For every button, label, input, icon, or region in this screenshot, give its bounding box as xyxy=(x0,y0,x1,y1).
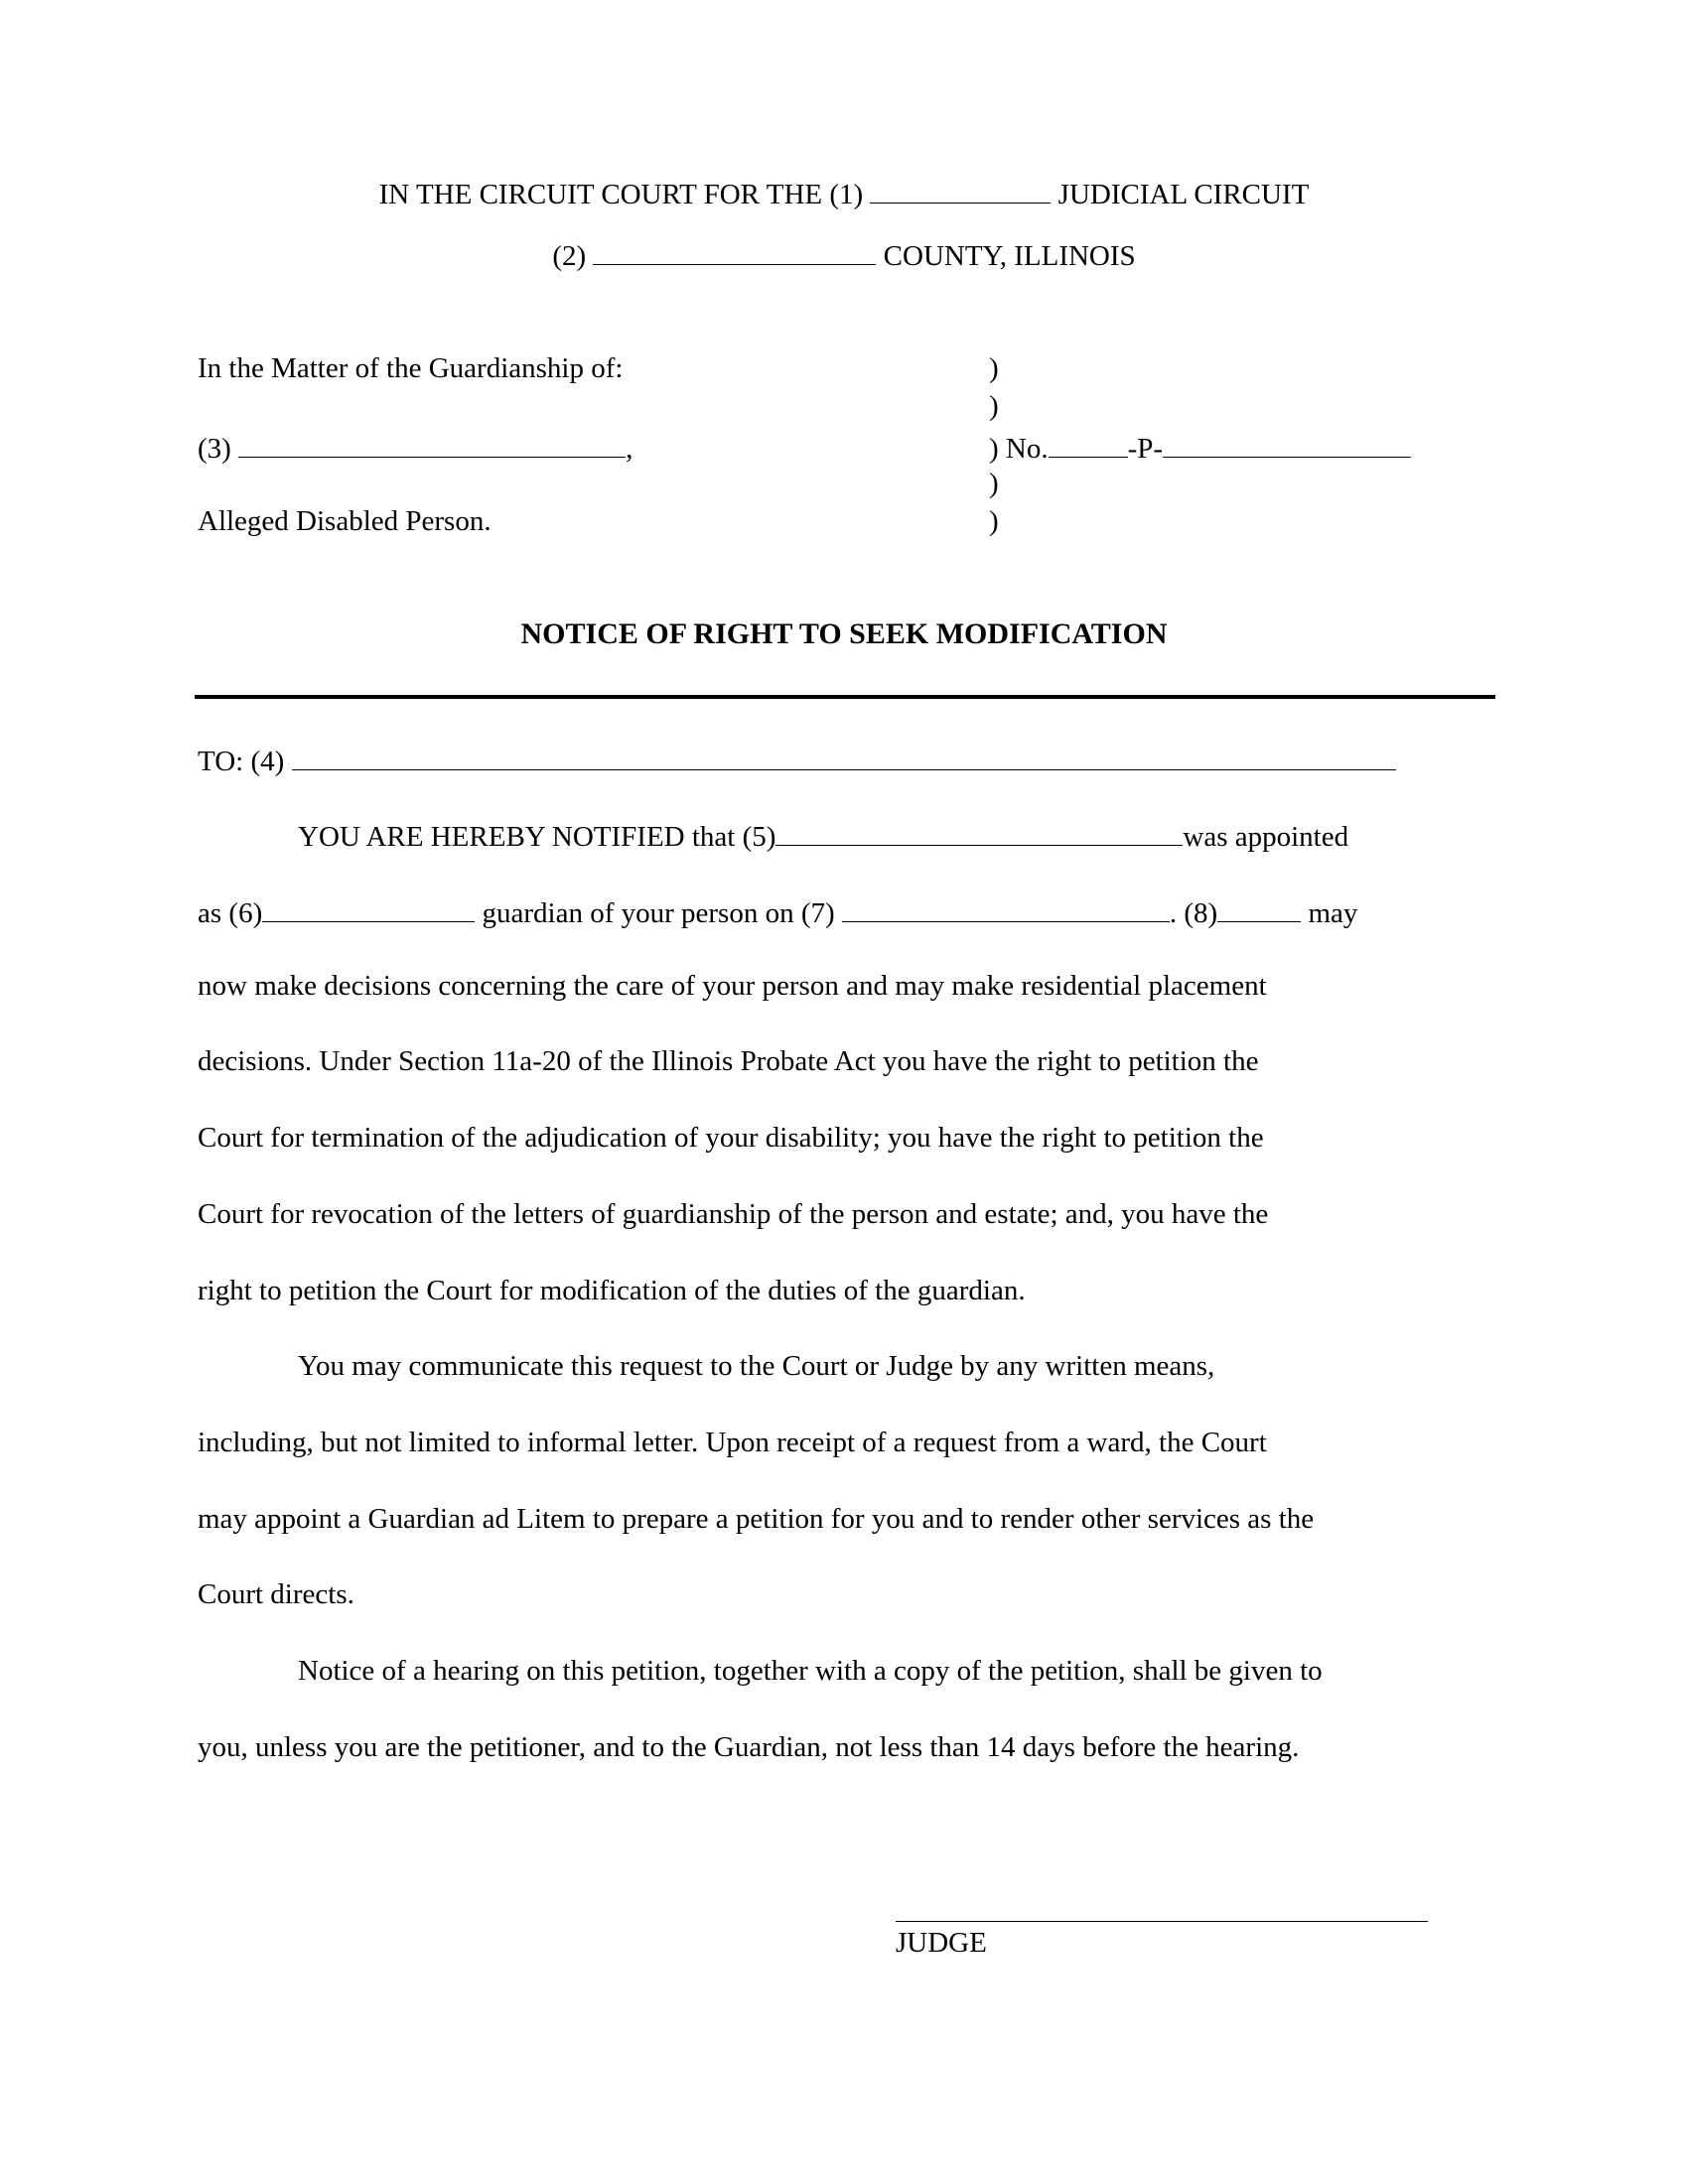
caption-suffix-1: JUDICIAL CIRCUIT xyxy=(1057,179,1310,210)
caption-prefix-2: (2) xyxy=(552,240,587,272)
para-1-line-7: right to petition the Court for modification of the duties of the guardian. xyxy=(198,1275,1026,1306)
field-3-label: (3) xyxy=(198,433,231,465)
para-1-line-4: decisions. Under Section 11a-20 of the Illinois Probate Act you have the right to petition the xyxy=(198,1045,1259,1077)
caption-prefix-1: IN THE CIRCUIT COURT FOR THE (1) xyxy=(378,179,864,210)
county-field[interactable] xyxy=(593,238,876,265)
para-3-line-1: Notice of a hearing on this petition, together with a copy of the petition, shall be given to xyxy=(298,1655,1323,1687)
para-3-line-2: you, unless you are the petitioner, and to the Guardian, not less than 14 days before the hearing. xyxy=(198,1731,1300,1763)
p1-l2-text-b: guardian of your person on (7) xyxy=(482,897,835,929)
pronoun-field[interactable] xyxy=(1217,895,1301,922)
paren-5: ) xyxy=(989,505,999,537)
title-rule xyxy=(195,695,1495,699)
p1-l2-text-d: may xyxy=(1308,897,1358,929)
para-1-line-6: Court for revocation of the letters of guardianship of the person and estate; and, you have the xyxy=(198,1198,1269,1230)
ward-name-field[interactable] xyxy=(238,431,626,458)
para-2-line-4: Court directs. xyxy=(198,1578,354,1610)
document-title: NOTICE OF RIGHT TO SEEK MODIFICATION xyxy=(520,617,1168,650)
case-number-label: ) No. xyxy=(989,433,1049,465)
court-caption-line-1 xyxy=(0,177,1688,209)
to-line xyxy=(198,744,1396,776)
paren-4: ) xyxy=(989,468,999,499)
ward-name-line xyxy=(198,431,633,464)
judicial-circuit-field[interactable] xyxy=(870,177,1051,204)
p1-l1-text-b: was appointed xyxy=(1183,821,1349,853)
paren-2: ) xyxy=(989,390,999,422)
guardian-name-field[interactable] xyxy=(775,819,1183,846)
alleged-disabled-person-label: Alleged Disabled Person. xyxy=(198,505,492,537)
guardian-type-field[interactable] xyxy=(262,895,475,922)
judge-signature-line[interactable] xyxy=(896,1921,1428,1922)
p1-l2-text-a: as (6) xyxy=(198,897,263,929)
appointment-date-field[interactable] xyxy=(842,895,1170,922)
p1-l1-text-a: YOU ARE HEREBY NOTIFIED that (5) xyxy=(298,821,776,853)
to-label: TO: (4) xyxy=(198,746,285,777)
court-caption-line-2 xyxy=(0,238,1688,271)
para-1-line-1 xyxy=(298,819,1348,852)
field-3-comma: , xyxy=(626,433,633,465)
case-number-field[interactable] xyxy=(1163,431,1411,458)
recipient-field[interactable] xyxy=(292,744,1396,770)
para-2-line-1: You may communicate this request to the Court or Judge by any written means, xyxy=(298,1350,1215,1382)
para-2-line-2: including, but not limited to informal letter. Upon receipt of a request from a ward, the Court xyxy=(198,1427,1267,1458)
para-1-line-2 xyxy=(198,895,1357,928)
case-type-label: -P- xyxy=(1127,433,1164,465)
case-year-field[interactable] xyxy=(1049,431,1128,458)
caption-suffix-2: COUNTY, ILLINOIS xyxy=(883,240,1136,272)
paren-1: ) xyxy=(989,352,999,384)
matter-heading: In the Matter of the Guardianship of: xyxy=(198,352,624,384)
para-1-line-3: now make decisions concerning the care of your person and may make residential placement xyxy=(198,970,1267,1002)
judge-label: JUDGE xyxy=(896,1927,987,1959)
para-2-line-3: may appoint a Guardian ad Litem to prepare a petition for you and to render other services as the xyxy=(198,1503,1315,1535)
para-1-line-5: Court for termination of the adjudication of your disability; you have the right to petition the xyxy=(198,1122,1264,1154)
case-number-line xyxy=(989,431,1411,464)
p1-l2-text-c: . (8) xyxy=(1169,897,1218,929)
